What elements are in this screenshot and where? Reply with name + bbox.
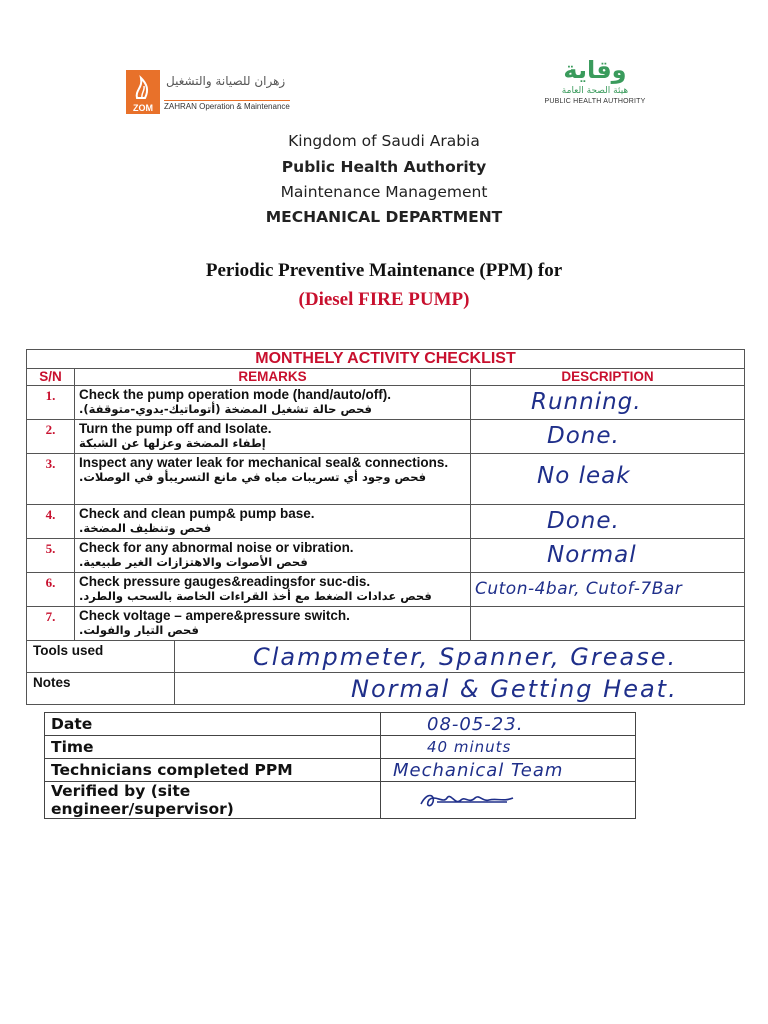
date-label: Date xyxy=(45,713,381,736)
remark-english: Check pressure gauges&readingsfor suc-dis. xyxy=(79,574,371,589)
table-row xyxy=(27,539,745,573)
verified-by-label: Verified by (site engineer/supervisor) xyxy=(45,782,381,819)
handwritten-technicians: Mechanical Team xyxy=(393,759,564,781)
handwritten-time: 40 minuts xyxy=(427,738,512,756)
signoff-row-time xyxy=(45,736,636,759)
row-remark xyxy=(75,539,471,573)
row-serial-number: 4. xyxy=(27,505,75,539)
handwritten-description: Normal xyxy=(547,542,637,568)
signoff-row-date xyxy=(45,713,636,736)
table-row xyxy=(27,454,745,505)
zom-english-name: ZAHRAN Operation & Maintenance xyxy=(164,102,290,111)
zom-mark-text: ZOM xyxy=(133,103,153,113)
remark-english: Check the pump operation mode (hand/auto/off). xyxy=(79,387,391,402)
remark-english: Check and clean pump& pump base. xyxy=(79,506,315,521)
table-row xyxy=(27,505,745,539)
table-row xyxy=(27,420,745,454)
remark-english: Check for any abnormal noise or vibration. xyxy=(79,540,354,555)
remark-arabic: فحص التيار والفولت. xyxy=(79,623,199,637)
tools-used-label: Tools used xyxy=(27,641,175,673)
row-description xyxy=(471,607,745,641)
remark-english: Check voltage – ampere&pressure switch. xyxy=(79,608,350,623)
row-serial-number: 1. xyxy=(27,386,75,420)
row-description xyxy=(471,539,745,573)
header-management: Maintenance Management xyxy=(280,183,488,201)
column-header-remarks: REMARKS xyxy=(75,369,471,386)
signoff-row-technicians xyxy=(45,759,636,782)
remark-arabic: فحص وجود أي تسريبات مياه في مانع التسريبأو في الوصلات. xyxy=(79,470,427,484)
row-serial-number: 5. xyxy=(27,539,75,573)
row-remark xyxy=(75,505,471,539)
zom-logo-mark xyxy=(126,70,160,114)
time-value xyxy=(381,736,636,759)
row-remark xyxy=(75,454,471,505)
handwritten-description: Done. xyxy=(547,423,620,449)
tools-row xyxy=(27,641,745,673)
handwritten-date: 08-05-23. xyxy=(427,713,524,735)
date-value xyxy=(381,713,636,736)
handwritten-tools: Clampmeter, Spanner, Grease. xyxy=(253,643,678,671)
notes-row xyxy=(27,673,745,705)
row-description xyxy=(471,420,745,454)
signature-scribble-icon xyxy=(417,790,537,810)
row-serial-number: 6. xyxy=(27,573,75,607)
tools-used-value xyxy=(175,641,745,673)
column-header-sn: S/N xyxy=(27,369,75,386)
handwritten-description xyxy=(471,607,744,609)
remark-english: Turn the pump off and Isolate. xyxy=(79,421,272,436)
table-row xyxy=(27,386,745,420)
header-country: Kingdom of Saudi Arabia xyxy=(288,132,480,150)
row-remark xyxy=(75,607,471,641)
handwritten-description: Cuton-4bar, Cutof-7Bar xyxy=(475,579,683,599)
handwritten-description: Running. xyxy=(531,389,642,415)
row-serial-number: 7. xyxy=(27,607,75,641)
handwritten-description: Done. xyxy=(547,508,620,534)
zom-logo xyxy=(126,70,316,116)
signoff-table xyxy=(44,712,636,819)
zom-arabic-name: زهران للصيانة والتشغيل xyxy=(166,74,286,88)
signoff-row-verified xyxy=(45,782,636,819)
row-description xyxy=(471,386,745,420)
activity-checklist-table xyxy=(26,349,745,705)
checklist-heading: MONTHELY ACTIVITY CHECKLIST xyxy=(27,350,745,369)
row-remark xyxy=(75,573,471,607)
row-description xyxy=(471,454,745,505)
document-subtitle: (Diesel FIRE PUMP) xyxy=(298,289,470,310)
wqaya-arabic-subtitle: هيئة الصحة العامة xyxy=(561,86,629,96)
table-row xyxy=(27,607,745,641)
table-row xyxy=(27,573,745,607)
remark-arabic: فحص حالة تشغيل المضخة (أتوماتيك-يدوي-متوقفة). xyxy=(79,402,372,416)
public-health-authority-logo xyxy=(540,55,650,117)
wqaya-arabic-name: وقاية xyxy=(563,56,627,84)
remark-arabic: إطفاء المضخة وعزلها عن الشبكة xyxy=(79,436,266,450)
technicians-value xyxy=(381,759,636,782)
column-header-description: DESCRIPTION xyxy=(471,369,745,386)
remark-arabic: فحص وتنظيف المضخة. xyxy=(79,521,212,535)
zom-flame-icon xyxy=(133,74,153,100)
document-title: Periodic Preventive Maintenance (PPM) for xyxy=(205,260,563,281)
row-serial-number: 3. xyxy=(27,454,75,505)
verified-by-value xyxy=(381,782,636,819)
handwritten-description: No leak xyxy=(537,463,631,489)
remark-arabic: فحص الأصوات والاهتزازات الغير طبيعية. xyxy=(79,555,308,569)
remark-arabic: فحص عدادات الضغط مع أخذ القراءات الخاصة بالسحب والطرد. xyxy=(79,589,432,603)
row-remark xyxy=(75,386,471,420)
technicians-label: Technicians completed PPM xyxy=(45,759,381,782)
row-description xyxy=(471,573,745,607)
wqaya-english-name: PUBLIC HEALTH AUTHORITY xyxy=(544,98,646,105)
header-authority: Public Health Authority xyxy=(281,158,487,176)
notes-label: Notes xyxy=(27,673,175,705)
time-label: Time xyxy=(45,736,381,759)
row-serial-number: 2. xyxy=(27,420,75,454)
remark-english: Inspect any water leak for mechanical seal& connections. xyxy=(79,455,449,470)
row-remark xyxy=(75,420,471,454)
header-department: MECHANICAL DEPARTMENT xyxy=(265,208,503,226)
row-description xyxy=(471,505,745,539)
handwritten-notes: Normal & Getting Heat. xyxy=(351,675,678,703)
notes-value xyxy=(175,673,745,705)
